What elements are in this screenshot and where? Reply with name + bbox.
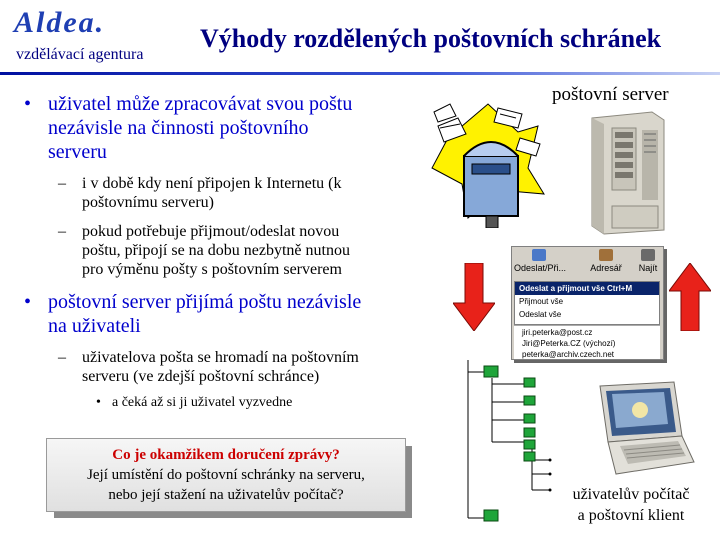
question-heading: Co je okamžikem doručení zprávy?: [112, 447, 340, 463]
sub-bullet-line: pro výměnu pošty s poštovním serverem: [82, 261, 342, 278]
find-icon: [641, 249, 655, 261]
menu-item-receive-all[interactable]: Přijmout vše: [519, 297, 564, 306]
question-line: Její umístění do poštovní schránky na serveru,: [87, 467, 365, 483]
pc-label-line: uživatelův počítač: [572, 486, 690, 503]
bullet-line: nezávisle na činnosti poštovního: [48, 117, 309, 139]
bullet-line: poštovní server přijímá poštu nezávisle: [48, 291, 362, 313]
send-receive-button[interactable]: [514, 249, 567, 273]
sub-sub-bullet-mark: •: [96, 395, 101, 410]
account-item[interactable]: jiri.peterka@post.cz: [522, 328, 593, 337]
address-book-icon: [599, 249, 613, 261]
sub-bullet-line: serveru (ve zdejší poštovní schránce): [82, 368, 320, 385]
bullet-line: serveru: [48, 141, 107, 163]
server-label: poštovní server: [552, 84, 669, 105]
bullet-line: na uživateli: [48, 315, 141, 337]
bullet-item-2: [24, 290, 448, 338]
pc-label-line: a poštovní klient: [577, 507, 685, 524]
arrow-down-icon: [453, 263, 495, 331]
sub-bullet-line: poštu, připojí se na dobu nezbytně nutnou: [82, 242, 350, 259]
find-label: Najít: [638, 263, 658, 273]
mail-client-toolbar: [512, 247, 663, 281]
sub-bullet-1-2: [58, 222, 442, 279]
sub-bullet-mark: –: [58, 223, 66, 240]
sub-bullet-mark: –: [58, 175, 66, 192]
send-receive-icon: [532, 249, 546, 261]
server-tower-icon: [586, 110, 666, 236]
menu-item-send-receive-all[interactable]: Odeslat a přijmout vše Ctrl+M: [515, 282, 659, 295]
sub-bullet-mark: –: [58, 349, 66, 366]
question-line: nebo její stažení na uživatelův počítač?: [108, 487, 344, 503]
sub-sub-bullet-line: a čeká až si ji uživatel vyzvedne: [112, 395, 293, 410]
menu-item-send-all[interactable]: Odeslat vše: [519, 310, 562, 319]
address-book-button[interactable]: [586, 249, 626, 273]
send-receive-label: Odeslat/Při...: [514, 263, 567, 273]
bullet-line: uživatel může zpracovávat svou poštu: [48, 93, 353, 115]
find-button[interactable]: [634, 249, 662, 273]
agency-subtitle: vzdělávací agentura: [16, 46, 144, 63]
sub-bullet-line: uživatelova pošta se hromadí na poštovním: [82, 349, 359, 366]
bullet-item-1: [24, 92, 448, 164]
arrow-up-icon: [669, 263, 711, 331]
sub-sub-bullet-2-1-1: [96, 394, 432, 412]
bullet-mark: •: [24, 291, 32, 313]
bullet-mark: •: [24, 93, 32, 115]
sub-bullet-2-1: [58, 348, 442, 386]
sub-bullet-line: pokud potřebuje přijmout/odeslat novou: [82, 223, 340, 240]
question-box: [46, 438, 406, 512]
mailbox-icon: [428, 98, 548, 228]
page-title: Výhody rozdělených poštovních schránek: [200, 24, 662, 53]
logo-text: Aldea.: [14, 6, 106, 39]
pc-label: [548, 484, 714, 526]
send-receive-menu: [514, 281, 660, 325]
sub-bullet-line: i v době kdy není připojen k Internetu (k: [82, 175, 342, 192]
sub-bullet-1-1: [58, 174, 442, 212]
sub-bullet-line: poštovnímu serveru): [82, 194, 214, 211]
account-item[interactable]: Jiri@Peterka.CZ (výchozí): [522, 339, 616, 348]
laptop-icon: [586, 380, 696, 478]
address-book-label: Adresář: [590, 263, 622, 273]
account-item[interactable]: peterka@archiv.czech.net: [522, 350, 615, 359]
bullet-list: [0, 0, 440, 430]
mail-client-window: [511, 246, 664, 360]
